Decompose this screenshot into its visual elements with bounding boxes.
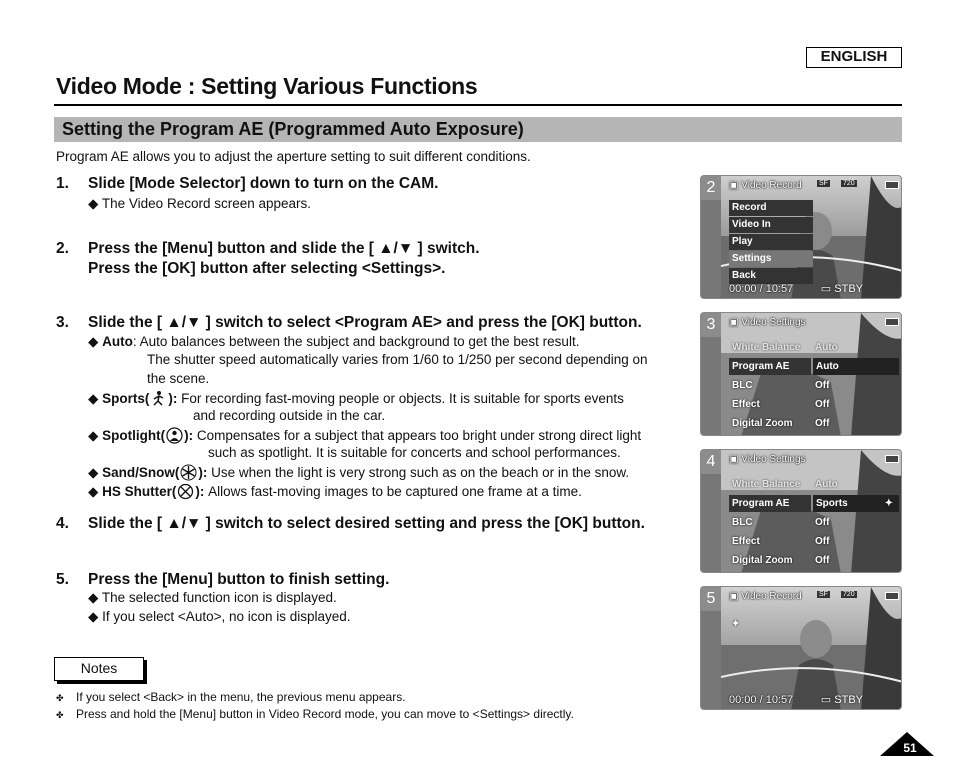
camera-preview bbox=[721, 176, 902, 299]
step-1-bullet: ◆ The Video Record screen appears. bbox=[88, 196, 312, 211]
setting-key: White Balance bbox=[732, 479, 801, 490]
option-label-close: ): bbox=[195, 484, 205, 499]
mode-label: Video Record bbox=[741, 180, 802, 191]
mode-label: Video Record bbox=[741, 591, 802, 602]
setting-value: Off bbox=[815, 418, 830, 429]
battery-icon bbox=[885, 181, 899, 189]
option-desc: For recording fast-moving people or objects. It is suitable for sports events bbox=[181, 391, 624, 406]
step-number: 4. bbox=[56, 515, 69, 532]
screen-3 bbox=[700, 312, 902, 436]
notes-box: Notes bbox=[54, 657, 144, 681]
setting-key: BLC bbox=[732, 517, 753, 528]
bullet-text: If you select <Auto>, no icon is displayed. bbox=[102, 609, 351, 624]
setting-key: White Balance bbox=[732, 342, 801, 353]
setting-row-blc[interactable] bbox=[729, 377, 899, 394]
hs-shutter-icon bbox=[177, 483, 194, 500]
resolution-badge: 720 bbox=[843, 180, 855, 187]
menu-item-selected[interactable]: Settings bbox=[729, 251, 813, 267]
camera-preview bbox=[721, 313, 902, 436]
page-title: Video Mode : Setting Various Functions bbox=[56, 73, 478, 99]
battery-icon bbox=[885, 318, 899, 326]
screen-5 bbox=[700, 586, 902, 710]
setting-row-program-ae[interactable] bbox=[729, 358, 899, 375]
sf-badge: SF bbox=[819, 591, 828, 598]
menu-title: Video Settings bbox=[741, 317, 806, 328]
option-spotlight-line2: such as spotlight. It is suitable for concerts and school performances. bbox=[208, 445, 621, 460]
step-number: 1. bbox=[56, 175, 69, 192]
option-desc: Allows fast-moving images to be captured one frame at a time. bbox=[208, 484, 582, 499]
intro-text: Program AE allows you to adjust the aperture setting to suit different conditions. bbox=[56, 149, 531, 164]
setting-value: Auto bbox=[815, 479, 838, 490]
tape-icon: ▭ bbox=[820, 283, 832, 295]
option-label-close: ): bbox=[168, 391, 178, 406]
setting-value: Off bbox=[815, 380, 830, 391]
option-spotlight: ◆ Spotlight( ): Compensates for a subject that appears too bright under strong direct light bbox=[88, 428, 642, 443]
page-number-badge bbox=[880, 732, 934, 756]
standby-label bbox=[821, 693, 863, 706]
sf-badge: SF bbox=[819, 180, 828, 187]
setting-key: Digital Zoom bbox=[732, 418, 793, 429]
step-1 bbox=[56, 175, 438, 193]
menu-title: Video Settings bbox=[741, 454, 806, 465]
option-desc: : Auto balances between the subject and background to get the best result. bbox=[132, 334, 580, 349]
setting-value: Auto bbox=[815, 342, 838, 353]
spotlight-icon bbox=[166, 427, 183, 444]
setting-value: Off bbox=[815, 536, 830, 547]
option-label: Sports( bbox=[102, 391, 150, 406]
note-bullet-icon: ✤ bbox=[56, 710, 64, 720]
setting-row-effect[interactable] bbox=[729, 396, 899, 413]
sports-icon: ✦ bbox=[884, 498, 893, 509]
sports-icon bbox=[150, 390, 167, 407]
camera-icon: ▣ bbox=[729, 317, 739, 328]
step-number: 3. bbox=[56, 314, 69, 331]
option-desc: Compensates for a subject that appears too bright under strong direct light bbox=[196, 428, 642, 443]
setting-key: Digital Zoom bbox=[732, 555, 793, 566]
battery-icon bbox=[885, 455, 899, 463]
snowflake-icon bbox=[180, 464, 197, 481]
option-sports-line2: and recording outside in the car. bbox=[193, 408, 386, 423]
screen-number: 3 bbox=[701, 313, 721, 337]
camera-icon: ▣ bbox=[729, 591, 739, 602]
note-item bbox=[56, 690, 406, 704]
sports-mode-icon: ✦ bbox=[731, 618, 741, 630]
option-auto: ◆ Auto: Auto balances between the subject and background to get the best result. bbox=[88, 334, 580, 349]
main-menu bbox=[729, 200, 813, 285]
step-text: Press the [Menu] button to finish setting. bbox=[88, 571, 390, 588]
time-counter: 00:00 / 10:57 bbox=[729, 694, 794, 706]
setting-value: Sports bbox=[813, 495, 899, 512]
option-label: HS Shutter( bbox=[102, 484, 177, 499]
setting-row-digital-zoom[interactable] bbox=[729, 552, 899, 569]
screen-2 bbox=[700, 175, 902, 299]
step-number: 2. bbox=[56, 240, 69, 257]
title-rule bbox=[54, 104, 902, 106]
bullet-text: The selected function icon is displayed. bbox=[101, 590, 337, 605]
setting-value: Off bbox=[815, 517, 830, 528]
setting-key: Program AE bbox=[729, 358, 811, 375]
option-label-close: ): bbox=[184, 428, 194, 443]
setting-row-program-ae[interactable] bbox=[729, 495, 899, 512]
option-label: Spotlight( bbox=[102, 428, 166, 443]
battery-icon bbox=[885, 592, 899, 600]
option-sports: ◆ Sports( ): For recording fast-moving people or objects. It is suitable for sports events bbox=[88, 391, 624, 406]
stby-text: STBY bbox=[834, 694, 863, 706]
option-hs-shutter: ◆ HS Shutter( ): Allows fast-moving images to be captured one frame at a time. bbox=[88, 484, 582, 499]
option-sand-snow: ◆ Sand/Snow( ): Use when the light is very strong such as on the beach or in the snow. bbox=[88, 465, 630, 480]
screen-number: 5 bbox=[701, 587, 721, 611]
menu-item[interactable]: Play bbox=[729, 234, 813, 250]
step-text: Slide the [ ▲/▼ ] switch to select <Program AE> and press the [OK] button. bbox=[88, 314, 642, 331]
option-label: Auto bbox=[102, 334, 133, 349]
setting-row-digital-zoom[interactable] bbox=[729, 415, 899, 432]
step-number: 5. bbox=[56, 571, 69, 588]
option-label-close: ): bbox=[198, 465, 208, 480]
stby-text: STBY bbox=[834, 283, 863, 295]
time-counter: 00:00 / 10:57 bbox=[729, 283, 794, 295]
option-label: Sand/Snow( bbox=[102, 465, 180, 480]
setting-value: Auto bbox=[813, 358, 899, 375]
setting-key: Effect bbox=[732, 399, 760, 410]
step-5 bbox=[56, 571, 389, 589]
menu-item[interactable]: Video In bbox=[729, 217, 813, 233]
option-auto-line3: the scene. bbox=[147, 371, 210, 386]
screen-header bbox=[729, 180, 802, 191]
setting-row-effect[interactable] bbox=[729, 533, 899, 550]
menu-item[interactable]: Record bbox=[729, 200, 813, 216]
note-bullet-icon: ✤ bbox=[56, 693, 64, 703]
camera-preview bbox=[721, 587, 902, 710]
setting-key: Program AE bbox=[729, 495, 811, 512]
step-text: Slide the [ ▲/▼ ] switch to select desired setting and press the [OK] button. bbox=[88, 515, 645, 532]
setting-row-white-balance[interactable] bbox=[729, 339, 899, 356]
option-auto-line2: The shutter speed automatically varies from 1/60 to 1/250 per second depending on bbox=[147, 352, 648, 367]
tape-icon: ▭ bbox=[820, 694, 832, 706]
note-text: Press and hold the [Menu] button in Video Record mode, you can move to <Settings> directly. bbox=[76, 707, 574, 721]
step-4 bbox=[56, 515, 645, 533]
camera-icon: ▣ bbox=[729, 454, 739, 465]
language-label: ENGLISH bbox=[806, 47, 902, 68]
step-5-bullet-2: ◆ If you select <Auto>, no icon is displayed. bbox=[88, 609, 351, 624]
screen-header bbox=[729, 591, 802, 602]
camera-preview bbox=[721, 450, 902, 573]
page-number: 51 bbox=[903, 741, 917, 755]
step-2 bbox=[56, 240, 480, 258]
standby-label bbox=[821, 282, 863, 295]
setting-value: Off bbox=[815, 555, 830, 566]
step-text: Press the [Menu] button and slide the [ ▲/▼ ] switch. bbox=[88, 240, 480, 257]
menu-item[interactable]: Back bbox=[729, 268, 813, 284]
setting-value: Off bbox=[815, 399, 830, 410]
preview-image bbox=[721, 587, 902, 710]
option-desc: Use when the light is very strong such as on the beach or in the snow. bbox=[211, 465, 630, 480]
setting-row-blc[interactable] bbox=[729, 514, 899, 531]
screen-number: 2 bbox=[701, 176, 721, 200]
step-3 bbox=[56, 314, 642, 332]
section-title: Setting the Program AE (Programmed Auto Exposure) bbox=[54, 117, 902, 142]
bullet-text: The Video Record screen appears. bbox=[101, 196, 312, 211]
step-5-bullet-1: ◆ The selected function icon is displayed. bbox=[88, 590, 337, 605]
screen-number: 4 bbox=[701, 450, 721, 474]
note-item bbox=[56, 707, 574, 721]
setting-key: BLC bbox=[732, 380, 753, 391]
screen-4 bbox=[700, 449, 902, 573]
screen-header bbox=[729, 317, 806, 328]
step-text: Slide [Mode Selector] down to turn on the CAM. bbox=[88, 175, 439, 192]
step-2-line2: Press the [OK] button after selecting <Settings>. bbox=[88, 260, 446, 277]
screen-header bbox=[729, 454, 806, 465]
resolution-badge: 720 bbox=[843, 591, 855, 598]
setting-row-white-balance[interactable] bbox=[729, 476, 899, 493]
setting-key: Effect bbox=[732, 536, 760, 547]
note-text: If you select <Back> in the menu, the previous menu appears. bbox=[76, 690, 406, 704]
camera-icon: ▣ bbox=[729, 180, 739, 191]
